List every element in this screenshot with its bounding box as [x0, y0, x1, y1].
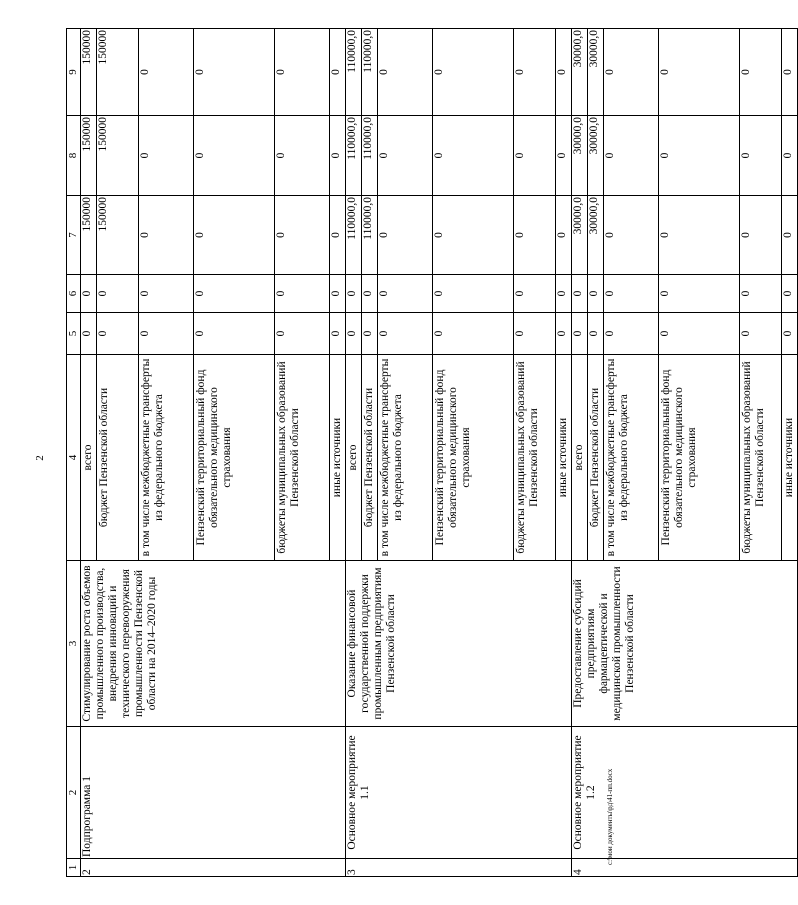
value-cell: 0	[514, 29, 556, 116]
value-cell: 0	[433, 196, 514, 275]
value-cell: 110000,0	[346, 29, 362, 116]
table-body	[67, 29, 798, 877]
value-cell: 0	[362, 313, 378, 355]
value-cell: 150000	[97, 196, 139, 275]
program-name: Подпрограмма 1	[81, 727, 346, 859]
value-cell: 0	[604, 275, 659, 313]
value-cell: 110000,0	[362, 29, 378, 116]
funding-table	[66, 28, 798, 877]
funding-source: бюджеты муниципальных образований Пензенской области	[514, 355, 556, 561]
value-cell: 0	[782, 29, 798, 116]
value-cell: 0	[782, 313, 798, 355]
funding-source: Пензенский территориальный фонд обязательного медицинского страхования	[433, 355, 514, 561]
column-number: 5	[67, 313, 81, 355]
funding-source: в том числе межбюджетные трансферты из федерального бюджета	[604, 355, 659, 561]
value-cell: 0	[81, 313, 97, 355]
value-cell: 0	[378, 196, 433, 275]
value-cell: 0	[556, 196, 572, 275]
value-cell: 0	[604, 116, 659, 196]
value-cell: 0	[782, 196, 798, 275]
row-number: 3	[346, 859, 572, 877]
value-cell: 0	[556, 313, 572, 355]
column-number: 7	[67, 196, 81, 275]
column-number: 1	[67, 859, 81, 877]
value-cell: 0	[378, 275, 433, 313]
value-cell: 0	[194, 29, 275, 116]
program-name: Основное мероприятие 1.1	[346, 727, 572, 859]
value-cell: 0	[604, 29, 659, 116]
value-cell: 0	[330, 313, 346, 355]
value-cell: 110000,0	[362, 116, 378, 196]
column-number: 6	[67, 275, 81, 313]
value-cell: 0	[97, 313, 139, 355]
page-number: 2	[33, 455, 46, 461]
value-cell: 0	[330, 29, 346, 116]
funding-source: всего	[572, 355, 588, 561]
table-row	[572, 29, 588, 877]
value-cell: 0	[514, 275, 556, 313]
column-number: 4	[67, 355, 81, 561]
value-cell: 0	[782, 116, 798, 196]
value-cell: 0	[604, 196, 659, 275]
funding-source: бюджеты муниципальных образований Пензенской области	[740, 355, 782, 561]
row-number: 2	[81, 859, 346, 877]
value-cell: 0	[588, 313, 604, 355]
value-cell: 0	[194, 116, 275, 196]
value-cell: 0	[330, 275, 346, 313]
value-cell: 0	[330, 116, 346, 196]
value-cell: 0	[194, 275, 275, 313]
value-cell: 0	[433, 29, 514, 116]
column-number: 8	[67, 116, 81, 196]
value-cell: 30000,0	[588, 196, 604, 275]
value-cell: 0	[346, 313, 362, 355]
program-name: Основное мероприятие 1.2	[572, 727, 798, 859]
value-cell: 0	[194, 196, 275, 275]
value-cell: 0	[139, 29, 194, 116]
value-cell: 0	[740, 116, 782, 196]
value-cell: 0	[81, 275, 97, 313]
value-cell: 30000,0	[588, 29, 604, 116]
value-cell: 0	[433, 116, 514, 196]
value-cell: 150000	[81, 29, 97, 116]
value-cell: 0	[378, 116, 433, 196]
value-cell: 0	[556, 29, 572, 116]
value-cell: 0	[194, 313, 275, 355]
row-number: 4	[572, 859, 798, 877]
value-cell: 110000,0	[346, 116, 362, 196]
funding-source: всего	[346, 355, 362, 561]
value-cell: 0	[556, 116, 572, 196]
value-cell: 0	[659, 116, 740, 196]
value-cell: 0	[139, 275, 194, 313]
value-cell: 0	[514, 313, 556, 355]
funding-source: бюджет Пензенской области	[362, 355, 378, 561]
column-number: 9	[67, 29, 81, 116]
funding-source: Пензенский территориальный фонд обязательного медицинского страхования	[659, 355, 740, 561]
value-cell: 0	[139, 116, 194, 196]
column-number: 3	[67, 561, 81, 727]
funding-source: бюджеты муниципальных образований Пензенской области	[275, 355, 330, 561]
value-cell: 0	[275, 116, 330, 196]
value-cell: 0	[275, 196, 330, 275]
program-description: Оказание финансовой государственной поддержки промышленным предприятиям Пензенской области	[346, 561, 572, 727]
value-cell: 0	[378, 29, 433, 116]
value-cell: 0	[97, 275, 139, 313]
value-cell: 0	[275, 313, 330, 355]
funding-source: в том числе межбюджетные трансферты из федерального бюджета	[139, 355, 194, 561]
value-cell: 0	[740, 313, 782, 355]
value-cell: 0	[659, 196, 740, 275]
column-numbers-row	[67, 29, 81, 877]
value-cell: 150000	[81, 116, 97, 196]
value-cell: 0	[330, 196, 346, 275]
value-cell: 0	[588, 275, 604, 313]
funding-source: иные источники	[556, 355, 572, 561]
value-cell: 0	[139, 196, 194, 275]
value-cell: 30000,0	[572, 29, 588, 116]
funding-source: иные источники	[330, 355, 346, 561]
value-cell: 0	[572, 275, 588, 313]
table-row	[81, 29, 97, 877]
value-cell: 0	[275, 29, 330, 116]
value-cell: 150000	[81, 196, 97, 275]
value-cell: 0	[659, 275, 740, 313]
funding-source: Пензенский территориальный фонд обязательного медицинского страхования	[194, 355, 275, 561]
value-cell: 0	[514, 116, 556, 196]
column-number: 2	[67, 727, 81, 859]
funding-source: бюджет Пензенской области	[97, 355, 139, 561]
value-cell: 0	[740, 29, 782, 116]
value-cell: 0	[139, 313, 194, 355]
program-description: Стимулирование роста объемов промышленного производства, внедрения инноваций и технического перевооружения промышленности Пензенской области на 2014–2020 годы	[81, 561, 346, 727]
value-cell: 0	[556, 275, 572, 313]
value-cell: 0	[433, 313, 514, 355]
value-cell: 0	[433, 275, 514, 313]
value-cell: 110000,0	[362, 196, 378, 275]
value-cell: 150000	[97, 29, 139, 116]
value-cell: 30000,0	[588, 116, 604, 196]
value-cell: 0	[275, 275, 330, 313]
funding-source: в том числе межбюджетные трансферты из федерального бюджета	[378, 355, 433, 561]
program-description: Предоставление субсидий предприятиям фармацевтической и медицинской промышленности Пензенской области	[572, 561, 798, 727]
value-cell: 30000,0	[572, 196, 588, 275]
funding-source: бюджет Пензенской области	[588, 355, 604, 561]
value-cell: 0	[740, 196, 782, 275]
value-cell: 0	[659, 29, 740, 116]
value-cell: 0	[378, 313, 433, 355]
value-cell: 0	[346, 275, 362, 313]
footer-file-path: c:\мои документы\рд\41-пп.docx	[606, 768, 614, 865]
value-cell: 0	[362, 275, 378, 313]
value-cell: 150000	[97, 116, 139, 196]
value-cell: 30000,0	[572, 116, 588, 196]
value-cell: 0	[604, 313, 659, 355]
value-cell: 0	[740, 275, 782, 313]
value-cell: 0	[514, 196, 556, 275]
value-cell: 110000,0	[346, 196, 362, 275]
value-cell: 0	[659, 313, 740, 355]
table-row	[346, 29, 362, 877]
value-cell: 0	[572, 313, 588, 355]
funding-source: иные источники	[782, 355, 798, 561]
funding-source: всего	[81, 355, 97, 561]
value-cell: 0	[782, 275, 798, 313]
